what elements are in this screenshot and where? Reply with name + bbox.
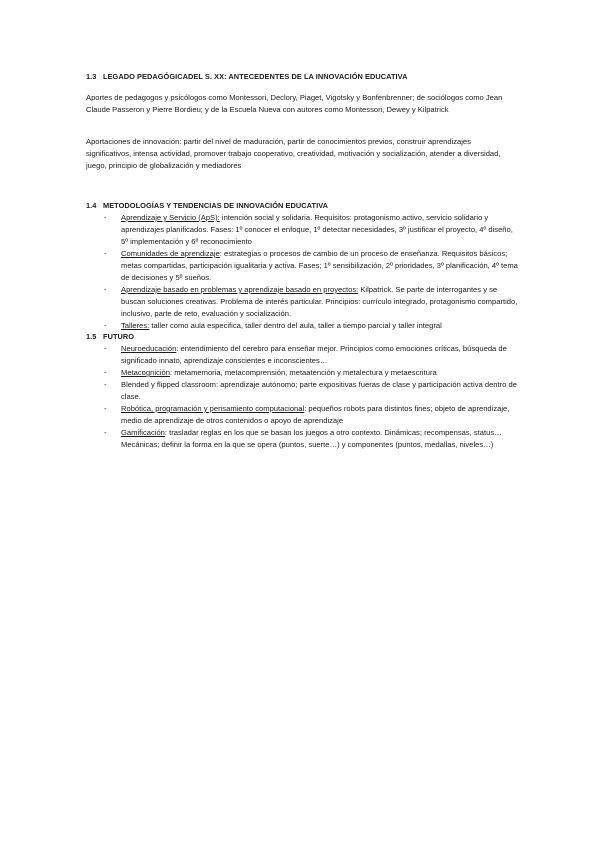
bullet-dash: -: [104, 249, 107, 258]
list-item: [86, 367, 518, 379]
item-text: : metamemoria, metacomprensión, metaatención y metalectura y metaescritura: [169, 368, 437, 377]
list-item: [86, 427, 518, 451]
section-number: 1.3: [86, 72, 97, 81]
item-term: Talleres:: [121, 321, 150, 330]
item-term: Robótica, programación y pensamiento computacional: [121, 404, 305, 413]
bullet-dash: -: [104, 285, 107, 294]
future-list: [86, 343, 518, 451]
item-text: Blended y flipped classroom: aprendizaje autónomo; parte expositivas fueras de clase y participación activa dentro de clase.: [121, 380, 517, 401]
bullet-dash: -: [104, 344, 107, 353]
item-text: : entendimiento del cerebro para enseñar mejor. Principios como emociones críticas, búsqueda de significado innato, aprendizaje conscientes e inconscientes…: [121, 344, 507, 365]
item-term: Gamificación: [121, 428, 165, 437]
paragraph-aportes: Aportes de pedagogos y psicólogos como Montessori, Declory, Piaget, Vigotsky y Bonfenbrenner; de sociólogos como Jean Claude Passeron y Pierre Bordieu; y de la Escuela Nueva con autores como Montessori, Dewey y Kilpatrick: [86, 93, 503, 114]
section-heading-1-3: [86, 71, 407, 83]
item-term: Metacognición: [121, 368, 170, 377]
section-title: METODOLOGÍAS Y TENDENCIAS DE INNOVACIÓN EDUCATIVA: [103, 201, 329, 210]
section-title: LEGADO PEDAGÓGICADEL S. XX: ANTECEDENTES DE LA INNOVACIÓN EDUCATIVA: [103, 72, 408, 81]
bullet-dash: -: [104, 321, 107, 330]
bullet-dash: -: [104, 428, 107, 437]
paragraph-aportaciones: Aportaciones de innovación: partir del nivel de maduración, partir de conocimientos previos, construir aprendizajes significativos, intensa actividad, promover trabajo cooperativo, creatividad, motivación y socialización, atender a diversidad, juego, principio de globalización y mediadores: [86, 137, 501, 170]
item-text: : estrategias o procesos de cambio de un proceso de enseñanza. Requisitos básicos; metas compartidas, participación igualitaria y activa. Fases; 1º sensibilización, 2º prioridades, 3º planificación, 4º tema de decisiones y 5º sueños.: [121, 249, 518, 282]
methodologies-list: [86, 212, 518, 332]
item-term: Aprendizaje basado en problemas y aprendizaje basado en proyectos:: [121, 285, 359, 294]
section-number: 1.5: [86, 332, 97, 341]
section-heading-1-5: [86, 331, 134, 343]
item-text: taller como aula especifica, taller dentro del aula, taller a tiempo parcial y taller integral: [149, 321, 442, 330]
list-item: [86, 379, 518, 403]
bullet-dash: -: [104, 368, 107, 377]
bullet-dash: -: [104, 380, 107, 389]
list-item: [86, 343, 518, 367]
list-item: [86, 320, 518, 332]
bullet-dash: -: [104, 213, 107, 222]
item-text: : trasladar reglas en los que se basan los juegos a otro contexto. Dinámicas; recompensas, status… Mecánicas; definir la forma en la que se opera (puntos, suerte…) y componentes (puntos, medallas, niveles…): [121, 428, 502, 449]
item-term: Aprendizaje y Servicio (ApS):: [121, 213, 220, 222]
section-title: FUTURO: [103, 332, 135, 341]
list-item: [86, 248, 518, 284]
item-term: Neuroeducación: [121, 344, 177, 353]
list-item: [86, 284, 518, 320]
bullet-dash: -: [104, 404, 107, 413]
section-heading-1-4: [86, 200, 328, 212]
list-item: [86, 403, 518, 427]
item-text: : pequeños robots para distintos fines; objeto de aprendizaje, medio de aprendizaje de otros contenidos o apoyo de aprendizaje: [121, 404, 510, 425]
item-text: Kilpatrick. Se parte de interrogantes y se buscan soluciones creativas. Problema de interés particular. Principios: currículo integrado, protagonismo compartido, inclusivo, parte de reto, evaluación y socialización.: [121, 285, 518, 318]
item-text: intención social y solidaria. Requisitos: protagonismo activo, servicio solidario y aprendizajes planificados. Fases: 1º conocer el enfoque, 1º detectar necesidades, 3º justificar el proyecto, 4º diseño, 5º implementación y 6º reconocimiento: [121, 213, 513, 246]
section-number: 1.4: [86, 201, 97, 210]
item-term: Comunidades de aprendizaje: [121, 249, 220, 258]
list-item: [86, 212, 518, 248]
